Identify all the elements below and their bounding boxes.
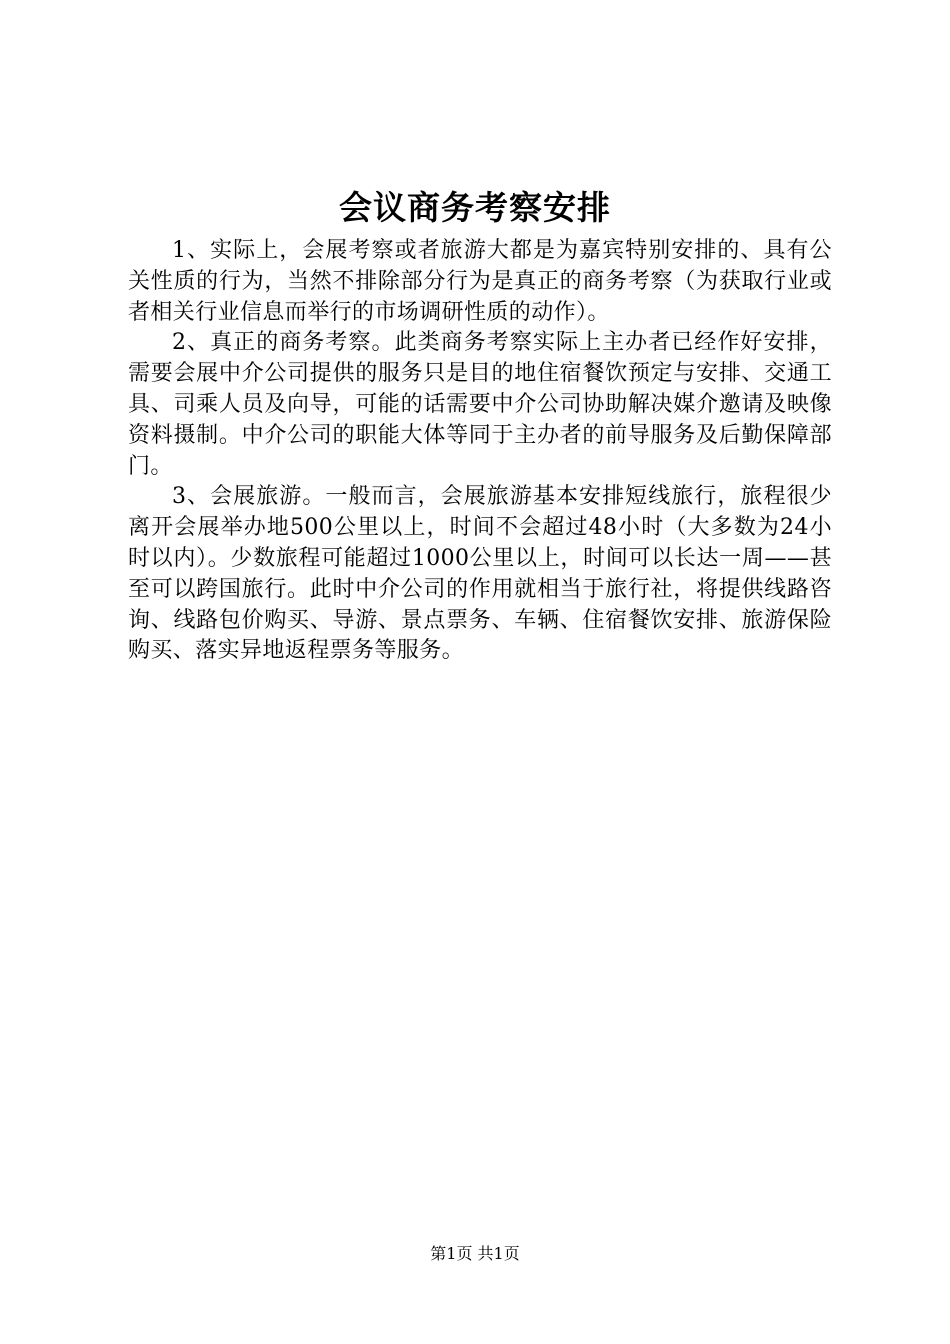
paragraph-1: 1、实际上，会展考察或者旅游大都是为嘉宾特别安排的、具有公关性质的行为，当然不排除部分行为是真正的商务考察（为获取行业或者相关行业信息而举行的市场调研性质的动作）。 (128, 238, 832, 325)
document-title: 会议商务考察安排 (339, 188, 611, 227)
document-body (128, 236, 832, 667)
paragraph-3: 3、会展旅游。一般而言，会展旅游基本安排短线旅行，旅程很少离开会展举办地500公里以上，时间不会超过48小时（大多数为24小时以内）。少数旅程可能超过1000公里以上，时间可以长达一周——甚至可以跨国旅行。此时中介公司的作用就相当于旅行社，将提供线路咨询、线路包价购买、导游、景点票务、车辆、住宿餐饮安排、旅游保险购买、落实异地返程票务等服务。 (128, 484, 832, 664)
page-footer: 第1页 共1页 (430, 1244, 520, 1263)
paragraph-2: 2、真正的商务考察。此类商务考察实际上主办者已经作好安排，需要会展中介公司提供的服务只是目的地住宿餐饮预定与安排、交通工具、司乘人员及向导，可能的话需要中介公司协助解决媒介邀请及映像资料摄制。中介公司的职能大体等同于主办者的前导服务及后勤保障部门。 (128, 330, 832, 479)
